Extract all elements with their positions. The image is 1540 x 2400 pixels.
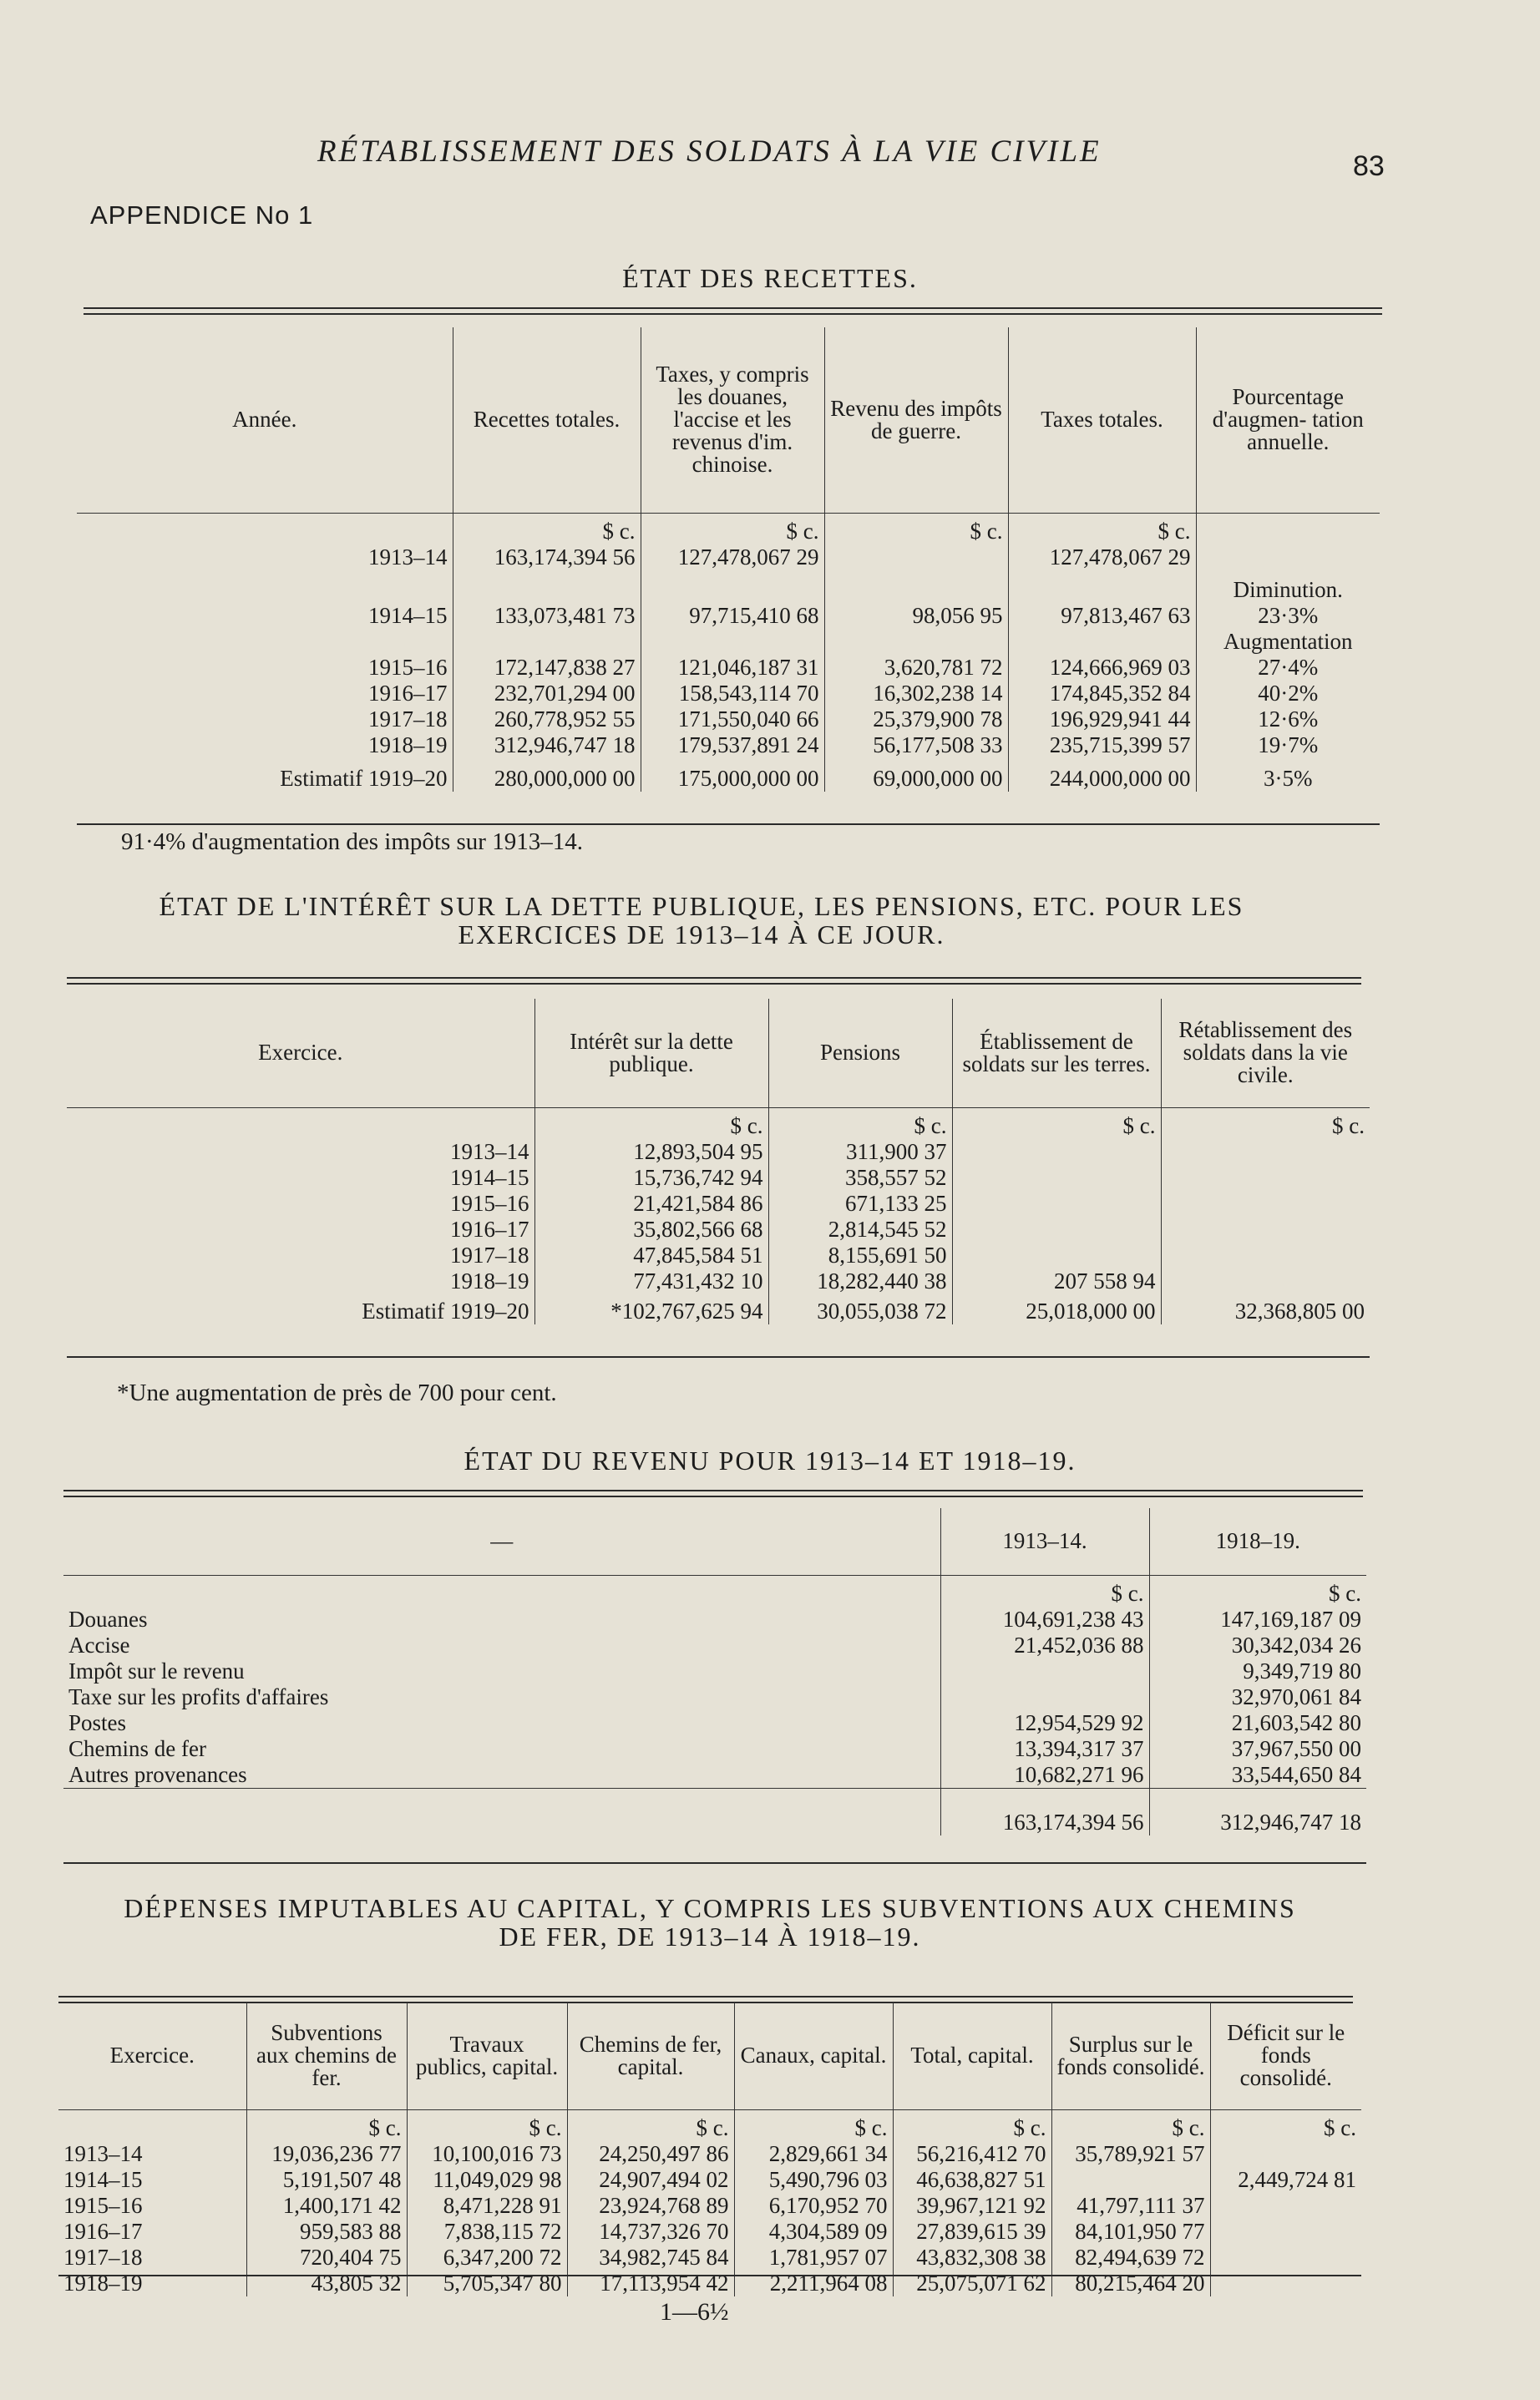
interest-header-row	[67, 999, 1370, 1107]
unit-label: $ c.	[768, 1107, 952, 1139]
table-row: 1917–18 720,404 75 6,347,200 72 34,982,745 84 1,781,957 07 43,832,308 38 82,494,639 72	[58, 2245, 1361, 2271]
appendix-label: APPENDICE No 1	[90, 200, 314, 230]
table-row: 1914–15 15,736,742 94 358,557 52	[67, 1165, 1370, 1191]
page-number: 83	[1353, 150, 1385, 182]
col-header-pct: Pourcentage d'augmen- tation annuelle.	[1196, 327, 1380, 513]
col-header-public-works: Travaux publics, capital.	[407, 2003, 567, 2109]
unit-label: $ c.	[1210, 2109, 1361, 2141]
table-row: 1916–17 35,802,566 68 2,814,545 52	[67, 1217, 1370, 1243]
receipts-header-row	[77, 327, 1380, 513]
unit-label: $ c.	[246, 2109, 407, 2141]
table-row: 1918–19 77,431,432 10 18,282,440 38 207 558 94	[67, 1268, 1370, 1294]
table-row: 1915–16 1,400,171 42 8,471,228 91 23,924,768 89 6,170,952 70 39,967,121 92 41,797,111 37	[58, 2193, 1361, 2219]
table-row: 1914–15 5,191,507 48 11,049,029 98 24,907,494 02 5,490,796 03 46,638,827 51 2,449,724 81	[58, 2167, 1361, 2193]
col-header-exercise: Exercice.	[67, 999, 534, 1107]
interest-units-row	[67, 1107, 1370, 1139]
unit-label: $ c.	[534, 1107, 768, 1139]
table-row: 1917–18 47,845,584 51 8,155,691 50	[67, 1243, 1370, 1268]
unit-label: $ c.	[824, 513, 1008, 544]
receipts-top-rule	[84, 307, 1382, 315]
unit-label: $ c.	[641, 513, 824, 544]
col-header-total-receipts: Recettes totales.	[453, 327, 641, 513]
table-row: 1913–14 12,893,504 95 311,900 37	[67, 1139, 1370, 1165]
interest-note: *Une augmentation de près de 700 pour cent.	[117, 1380, 557, 1406]
table-row: Impôt sur le revenu 9,349,719 80	[63, 1658, 1366, 1684]
capital-bottom-rule	[58, 2275, 1361, 2276]
table-row: Autres provenances 10,682,271 96 33,544,650 84	[63, 1762, 1366, 1789]
col-header-surplus: Surplus sur le fonds consolidé.	[1051, 2003, 1210, 2109]
revenue-top-rule	[63, 1490, 1363, 1497]
table-row: 1915–16 172,147,838 27 121,046,187 31 3,620,781 72 124,666,969 03 Augmentation 27·4%	[77, 629, 1380, 681]
col-header-canals: Canaux, capital.	[734, 2003, 893, 2109]
unit-label: $ c.	[893, 2109, 1051, 2141]
table-row: 1913–14 19,036,236 77 10,100,016 73 24,250,497 86 2,829,661 34 56,216,412 70 35,789,921 57	[58, 2141, 1361, 2167]
table-row: 1918–19 43,805 32 5,705,347 80 17,113,954 42 2,211,964 08 25,075,071 62 80,215,464 20	[58, 2271, 1361, 2296]
receipts-units-row	[77, 513, 1380, 544]
unit-label: $ c.	[453, 513, 641, 544]
unit-label: $ c.	[1051, 2109, 1210, 2141]
col-header-rail-subsidies: Subventions aux chemins de fer.	[246, 2003, 407, 2109]
col-header-deficit: Déficit sur le fonds consolidé.	[1210, 2003, 1361, 2109]
revenue-units-row	[63, 1575, 1366, 1607]
unit-label: $ c.	[407, 2109, 567, 2141]
unit-label: $ c.	[734, 2109, 893, 2141]
running-title: RÉTABLISSEMENT DES SOLDATS À LA VIE CIVILE	[317, 134, 1102, 169]
revenue-header-row	[63, 1508, 1366, 1575]
interest-table	[67, 999, 1370, 1324]
receipts-note: 91·4% d'augmentation des impôts sur 1913–14.	[121, 828, 583, 855]
revenue-total-row	[63, 1789, 1366, 1835]
table-row: 1918–19 312,946,747 18 179,537,891 24 56,177,508 33 235,715,399 57 19·7%	[77, 732, 1380, 758]
col-header-1913-14: 1913–14.	[940, 1508, 1149, 1575]
table-row: Estimatif 1919–20 *102,767,625 94 30,055,038 72 25,018,000 00 32,368,805 00	[67, 1294, 1370, 1324]
col-header-exercise: Exercice.	[58, 2003, 246, 2109]
col-header-railways: Chemins de fer, capital.	[567, 2003, 734, 2109]
table-row: 1914–15 133,073,481 73 97,715,410 68 98,056 95 97,813,467 63 Diminution. 23·3%	[77, 570, 1380, 629]
total-1918-19: 312,946,747 18	[1149, 1789, 1366, 1835]
revenue-table	[63, 1508, 1366, 1835]
table-row: Taxe sur les profits d'affaires 32,970,061 84	[63, 1684, 1366, 1710]
receipts-bottom-rule	[77, 823, 1380, 825]
total-1913-14: 163,174,394 56	[940, 1789, 1149, 1835]
table-row: 1917–18 260,778,952 55 171,550,040 66 25,379,900 78 196,929,941 44 12·6%	[77, 706, 1380, 732]
table-row: Accise 21,452,036 88 30,342,034 26	[63, 1633, 1366, 1658]
col-header-land-settlement: Établissement de soldats sur les terres.	[952, 999, 1161, 1107]
col-header-public-debt: Intérêt sur la dette publique.	[534, 999, 768, 1107]
interest-title-line1: ÉTAT DE L'INTÉRÊT SUR LA DETTE PUBLIQUE, LES PENSIONS, ETC. POUR LES	[159, 891, 1244, 921]
table-row: 1913–14 163,174,394 56 127,478,067 29 127,478,067 29	[77, 544, 1380, 570]
table-row: Estimatif 1919–20 280,000,000 00 175,000,000 00 69,000,000 00 244,000,000 00 3·5%	[77, 758, 1380, 792]
table-row: Postes 12,954,529 92 21,603,542 80	[63, 1710, 1366, 1736]
receipts-table	[77, 327, 1380, 792]
page-header	[0, 134, 1540, 182]
capital-title-line1: DÉPENSES IMPUTABLES AU CAPITAL, Y COMPRIS LES SUBVENTIONS AUX CHEMINS	[124, 1893, 1296, 1923]
footer-page-ref: 1—6½	[660, 2298, 729, 2326]
col-header-source: —	[63, 1508, 940, 1575]
col-header-1918-19: 1918–19.	[1149, 1508, 1366, 1575]
table-row: Chemins de fer 13,394,317 37 37,967,550 00	[63, 1736, 1366, 1762]
table-row: 1915–16 21,421,584 86 671,133 25	[67, 1191, 1370, 1217]
unit-label: $ c.	[952, 1107, 1161, 1139]
unit-label: $ c.	[567, 2109, 734, 2141]
revenue-bottom-rule	[63, 1862, 1366, 1864]
capital-header-row	[58, 2003, 1361, 2109]
col-header-total-capital: Total, capital.	[893, 2003, 1051, 2109]
unit-label: $ c.	[940, 1575, 1149, 1607]
revenue-title: ÉTAT DU REVENU POUR 1913–14 ET 1918–19.	[464, 1446, 1076, 1476]
table-row: 1916–17 959,583 88 7,838,115 72 14,737,326 70 4,304,589 09 27,839,615 39 84,101,950 77	[58, 2219, 1361, 2245]
col-header-civil-reestablishment: Rétablissement des soldats dans la vie civile.	[1161, 999, 1370, 1107]
unit-label: $ c.	[1161, 1107, 1370, 1139]
interest-top-rule	[67, 977, 1361, 985]
col-header-total-taxes: Taxes totales.	[1008, 327, 1196, 513]
capital-table	[58, 2003, 1361, 2296]
interest-title-line2: EXERCICES DE 1913–14 À CE JOUR.	[458, 919, 945, 949]
col-header-taxes: Taxes, y compris les douanes, l'accise et les revenus d'im. chinoise.	[641, 327, 824, 513]
table-row: 1916–17 232,701,294 00 158,543,114 70 16,302,238 14 174,845,352 84 40·2%	[77, 681, 1380, 706]
interest-bottom-rule	[67, 1356, 1370, 1358]
col-header-pensions: Pensions	[768, 999, 952, 1107]
capital-units-row	[58, 2109, 1361, 2141]
capital-title-line2: DE FER, DE 1913–14 À 1918–19.	[499, 1922, 921, 1952]
unit-label: $ c.	[1008, 513, 1196, 544]
receipts-title: ÉTAT DES RECETTES.	[622, 263, 918, 293]
table-row: Douanes 104,691,238 43 147,169,187 09	[63, 1607, 1366, 1633]
unit-label: $ c.	[1149, 1575, 1366, 1607]
col-header-year: Année.	[77, 327, 453, 513]
col-header-war-revenue: Revenu des impôts de guerre.	[824, 327, 1008, 513]
